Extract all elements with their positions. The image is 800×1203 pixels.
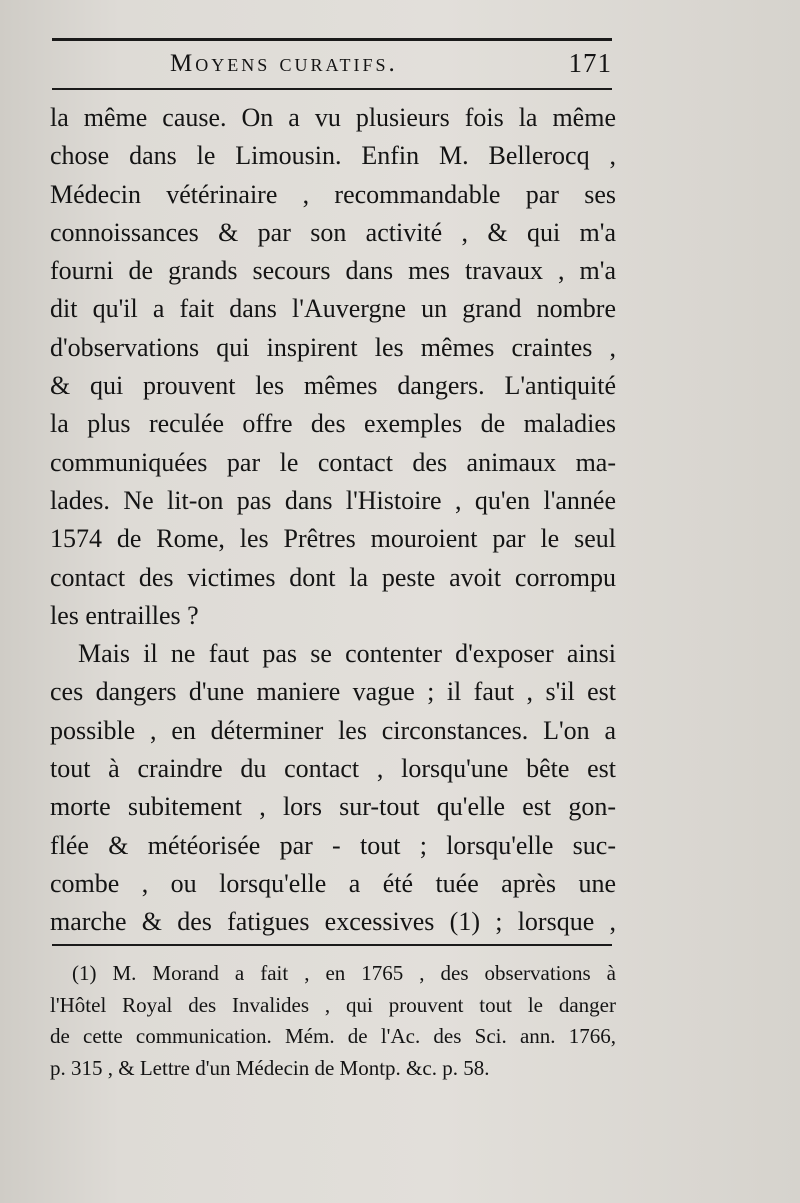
body-line: lades. Ne lit-on pas dans l'Histoire , qu'en l'année	[50, 485, 616, 515]
body-line: d'observations qui inspirent les mêmes craintes ,	[50, 332, 616, 362]
body-line: tout à craindre du contact , lorsqu'une bête est	[50, 754, 616, 784]
body-line: fourni de grands secours dans mes travaux , m'a	[50, 256, 616, 286]
body-line: marche & des fatigues excessives (1) ; lorsque ,	[50, 907, 616, 937]
body-line: les entrailles ?	[50, 600, 199, 630]
footnote-line: p. 315 , & Lettre d'un Médecin de Montp. &c. p. 58.	[50, 1055, 490, 1080]
footnote-line: de cette communication. Mém. de l'Ac. des Sci. ann. 1766,	[50, 1024, 616, 1048]
body-line: flée & météorisée par - tout ; lorsqu'elle suc-	[50, 830, 616, 860]
body-line: communiquées par le contact des animaux ma-	[50, 447, 616, 477]
footnote-line: l'Hôtel Royal des Invalides , qui prouvent tout le danger	[50, 992, 616, 1017]
footnote-rule	[52, 944, 612, 946]
body-line: la plus reculée offre des exemples de maladies	[50, 409, 616, 439]
top-rule	[52, 38, 612, 41]
body-line: & qui prouvent les mêmes dangers. L'antiquité	[50, 371, 616, 401]
page-number: 171	[568, 48, 612, 78]
body-line: chose dans le Limousin. Enfin M. Bellerocq ,	[50, 141, 616, 171]
body-line: 1574 de Rome, les Prêtres mouroient par le seul	[50, 524, 616, 554]
footnote	[50, 958, 616, 1084]
running-head	[52, 48, 612, 84]
body-line: Mais il ne faut pas se contenter d'exposer ainsi	[78, 639, 616, 669]
body-line: contact des victimes dont la peste avoit corrompu	[50, 562, 616, 592]
footnote-line: (1) M. Morand a fait , en 1765 , des observations à	[72, 961, 616, 985]
body-line: possible , en déterminer les circonstances. L'on a	[50, 715, 616, 745]
body-line: connoissances & par son activité , & qui m'a	[50, 217, 616, 247]
body-text	[50, 99, 616, 942]
body-line: Médecin vétérinaire , recommandable par ses	[50, 179, 616, 209]
body-line: ces dangers d'une maniere vague ; il faut , s'il est	[50, 677, 616, 707]
body-line: combe , ou lorsqu'elle a été tuée après une	[50, 868, 616, 898]
body-line: la même cause. On a vu plusieurs fois la même	[50, 103, 616, 132]
header-rule	[52, 88, 612, 90]
body-line: morte subitement , lors sur-tout qu'elle est gon-	[50, 792, 616, 822]
running-title: Moyens curatifs.	[170, 50, 398, 77]
body-line: dit qu'il a fait dans l'Auvergne un grand nombre	[50, 294, 616, 324]
